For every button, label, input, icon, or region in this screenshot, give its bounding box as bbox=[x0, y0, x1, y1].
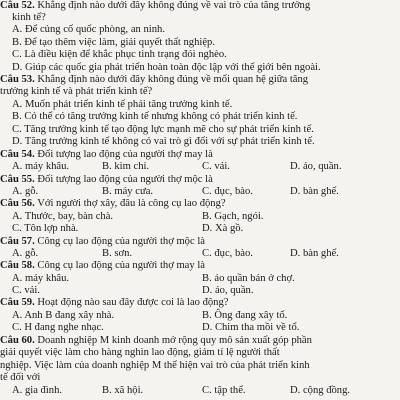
q53-label: Câu 53. bbox=[0, 74, 35, 85]
q55-option-d: D. bàn ghế. bbox=[290, 186, 339, 197]
q53-option-a: A. Muốn phát triển kinh tế phải tăng trưởng kinh tế. bbox=[12, 99, 233, 110]
q53-option-b: B. Có thể có tăng trưởng kinh tế nhưng không có phát triển kinh tế. bbox=[12, 111, 298, 122]
q60-stem-line4: tế đối với bbox=[0, 372, 41, 383]
q60-option-b: B. xã hội. bbox=[102, 385, 144, 396]
q54-label: Câu 54. bbox=[0, 149, 35, 160]
q56-stem: Với người thợ xây, đâu là công cụ lao động? bbox=[37, 198, 226, 209]
q53-stem-line1 bbox=[0, 74, 308, 86]
q54-option-a: A. máy khâu. bbox=[12, 161, 70, 172]
q58-option-b: B. áo quần bán ở chợ. bbox=[202, 273, 295, 284]
q56-option-d: D. Xà gồ. bbox=[202, 223, 244, 234]
q53-stem: Khẳng định nào dưới đây không đúng về mối quan hệ giữa tăng bbox=[37, 74, 309, 85]
q56-stem-line bbox=[0, 198, 226, 210]
q57-option-a: A. gỗ. bbox=[12, 248, 39, 259]
q54-option-d: D. áo, quần. bbox=[290, 161, 342, 172]
q54-stem: Đối tượng lao động của người thợ may là bbox=[37, 149, 213, 160]
q55-label: Câu 55. bbox=[0, 174, 35, 185]
q60-stem-line1 bbox=[0, 335, 312, 347]
q59-stem-line bbox=[0, 297, 228, 309]
q58-label: Câu 58. bbox=[0, 260, 35, 271]
q59-option-d: D. Chim tha mồi về tổ. bbox=[202, 322, 300, 333]
q59-option-b: B. Ông đang xây tổ. bbox=[202, 310, 288, 321]
q57-stem-line bbox=[0, 236, 205, 248]
q55-stem: Đối tượng lao động của người thợ mộc là bbox=[37, 174, 213, 185]
q53-stem-line2: trưởng kinh tế và phát triển kinh tế? bbox=[0, 86, 153, 97]
q58-stem-line bbox=[0, 260, 205, 272]
q59-option-c: C. H đang nghe nhạc. bbox=[12, 322, 104, 333]
q60-label: Câu 60. bbox=[0, 335, 35, 346]
q56-option-b: B. Gạch, ngói. bbox=[202, 211, 264, 222]
q52-stem: Khẳng định nào dưới đây không đúng về vai trò của tăng trưởng bbox=[37, 0, 311, 11]
q57-option-d: D. bàn ghế. bbox=[290, 248, 339, 259]
q58-option-d: D. áo, quần. bbox=[202, 285, 254, 296]
q52-option-a: A. Để củng cố quốc phòng, an ninh. bbox=[12, 24, 165, 35]
q57-option-c: C. đục, bào. bbox=[202, 248, 253, 259]
q56-label: Câu 56. bbox=[0, 198, 35, 209]
q54-option-b: B. kim chỉ. bbox=[102, 161, 150, 172]
q52-label: Câu 52. bbox=[0, 0, 35, 11]
q57-label: Câu 57. bbox=[0, 236, 35, 247]
q53-option-c: C. Tăng trưởng kinh tế tạo động lực mạnh mẽ cho sự phát triển kinh tế. bbox=[12, 124, 314, 135]
q52-stem-line2: kinh tế? bbox=[12, 12, 46, 23]
q57-stem: Công cụ lao động của người thợ mộc là bbox=[37, 236, 205, 247]
q59-label: Câu 59. bbox=[0, 297, 35, 308]
q60-option-c: C. tập thể. bbox=[202, 385, 246, 396]
q57-option-b: B. sơn. bbox=[102, 248, 133, 259]
q60-stem-line3: nghiệp. Việc làm của doanh nghiệp M thể hiện vai trò của phát triển kinh bbox=[0, 360, 310, 371]
q60-option-d: D. cộng đồng. bbox=[290, 385, 351, 396]
q54-stem-line bbox=[0, 149, 213, 161]
q59-option-a: A. Anh B đang xây nhà. bbox=[12, 310, 115, 321]
q55-stem-line bbox=[0, 174, 213, 186]
q56-option-c: C. Tôn lợp nhà. bbox=[12, 223, 79, 234]
q52-option-b: B. Để tạo thêm việc làm, giải quyết thất nghiệp. bbox=[12, 37, 215, 48]
q54-option-c: C. vải. bbox=[202, 161, 230, 172]
q60-option-a: A. gia đình. bbox=[12, 385, 63, 396]
q52-option-c: C. Là điều kiện để khắc phục tình trạng đói nghèo. bbox=[12, 49, 227, 60]
q58-option-a: A. máy khâu. bbox=[12, 273, 70, 284]
q60-stem-line2: giải quyết việc làm cho hàng nghìn lao động, giảm tỉ lệ người thất bbox=[0, 347, 280, 358]
q53-option-d: D. Tăng trưởng kinh tế không có vai trò gì đối với sự phát triển kinh tế. bbox=[12, 136, 315, 147]
q59-stem: Hoạt động nào sau đây được coi là lao động? bbox=[37, 297, 229, 308]
q52-option-d: D. Giúp các quốc gia phát triển hoàn toàn độc lập với thế giới bên ngoài. bbox=[12, 62, 321, 73]
q58-stem: Công cụ lao động của người thợ may là bbox=[37, 260, 205, 271]
q58-option-c: C. vải. bbox=[12, 285, 40, 296]
q55-option-b: B. máy cưa. bbox=[102, 186, 154, 197]
q60-stem: Doanh nghiệp M kinh doanh mở rộng quy mô sản xuất góp phần bbox=[37, 335, 312, 346]
q55-option-a: A. gỗ. bbox=[12, 186, 39, 197]
q52-stem-line1 bbox=[0, 0, 310, 12]
q55-option-c: C. đục, bào. bbox=[202, 186, 253, 197]
q56-option-a: A. Thước, bay, bàn chà. bbox=[12, 211, 114, 222]
